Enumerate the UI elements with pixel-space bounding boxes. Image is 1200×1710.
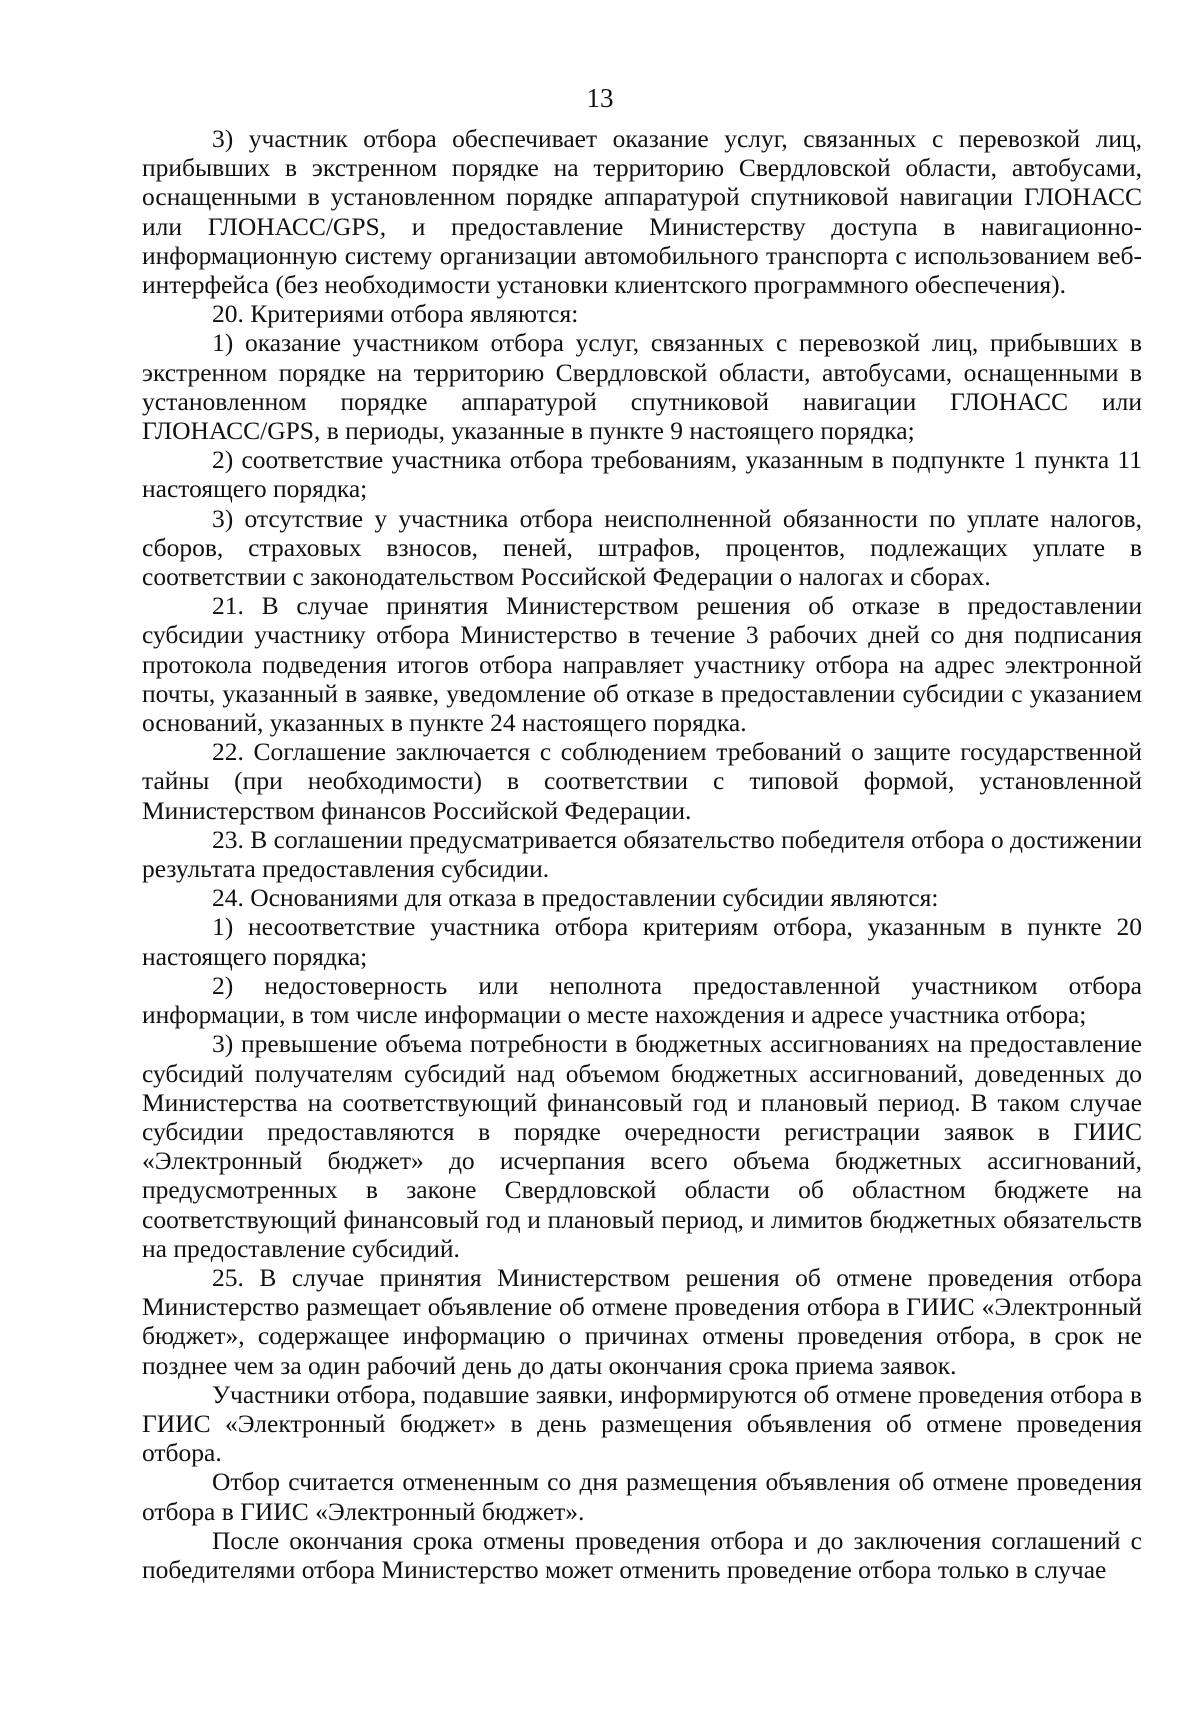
- paragraph-24-2-false-information: 2) недостоверность или неполнота предоставленной участником отбора информации, в том числе информации о месте нахождения и адресе участника отбора;: [142, 970, 1142, 1030]
- paragraph-25-cancellation: 25. В случае принятия Министерством решения об отмене проведения отбора Министерство размещает объявление об отмене проведения отбора в ГИИС «Электронный бюджет», содержащее информацию о причинах отмены проведения отбора, в срок не позднее чем за один рабочий день до даты окончания срока приема заявок.: [142, 1262, 1142, 1380]
- document-body: [142, 124, 1142, 1584]
- paragraph-20-2-compliance: 2) соответствие участника отбора требованиям, указанным в подпункте 1 пункта 11 настоящего порядка;: [142, 445, 1142, 504]
- paragraph-20-criteria-heading: 20. Критериями отбора являются:: [212, 299, 579, 329]
- paragraph-24-1-criteria-mismatch: 1) несоответствие участника отбора критериям отбора, указанным в пункте 20 настоящего порядка;: [142, 912, 1142, 971]
- paragraph-participants-informed: Участники отбора, подавшие заявки, информируются об отмене проведения отбора в ГИИС «Электронный бюджет» в день размещения объявления об отмене проведения отбора.: [142, 1379, 1142, 1468]
- paragraph-24-3-budget-excess: 3) превышение объема потребности в бюджетных ассигнованиях на предоставление субсидий получателям субсидий над объемом бюджетных ассигнований, доведенных до Министерства на соответствующий финансовый год и плановый период. В таком случае субсидии предоставляются в порядке очередности регистрации заявок в ГИИС «Электронный бюджет» до исчерпания всего объема бюджетных ассигнований, предусмотренных в законе Свердловской области об областном бюджете на соответствующий финансовый год и плановый период, и лимитов бюджетных обязательств на предоставление субсидий.: [142, 1029, 1142, 1263]
- paragraph-3-navigation-requirement: 3) участник отбора обеспечивает оказание услуг, связанных с перевозкой лиц, прибывших в экстренном порядке на территорию Свердловской области, автобусами, оснащенными в установленном порядке аппаратурой спутниковой навигации ГЛОНАСС или ГЛОНАСС/GPS, и предоставление Министерству доступа в навигационно-информационную систему организации автомобильного транспорта с использованием веб-интерфейса (без необходимости установки клиентского программного обеспечения).: [142, 124, 1142, 300]
- paragraph-23-obligation: 23. В соглашении предусматривается обязательство победителя отбора о достижении результата предоставления субсидии.: [142, 824, 1142, 884]
- paragraph-20-1-services: 1) оказание участником отбора услуг, связанных с перевозкой лиц, прибывших в экстренном порядке на территорию Свердловской области, автобусами, оснащенными в установленном порядке аппаратурой спутниковой навигации ГЛОНАСС или ГЛОНАСС/GPS, в периоды, указанные в пункте 9 настоящего порядка;: [142, 328, 1142, 446]
- paragraph-24-refusal-grounds: 24. Основаниями для отказа в предоставлении субсидии являются:: [212, 883, 939, 913]
- paragraph-22-agreement: 22. Соглашение заключается с соблюдением требований о защите государственной тайны (при необходимости) в соответствии с типовой формой, установленной Министерством финансов Российской Федерации.: [142, 737, 1142, 825]
- paragraph-20-3-no-tax-debt: 3) отсутствие у участника отбора неисполненной обязанности по уплате налогов, сборов, страховых взносов, пеней, штрафов, процентов, подлежащих уплате в соответствии с законодательством Российской Федерации о налогах и сборах.: [142, 503, 1142, 592]
- paragraph-selection-cancelled: Отбор считается отмененным со дня размещения объявления об отмене проведения отбора в ГИИС «Электронный бюджет».: [142, 1467, 1142, 1526]
- paragraph-21-refusal-notice: 21. В случае принятия Министерством решения об отказе в предоставлении субсидии участнику отбора Министерство в течение 3 рабочих дней со дня подписания протокола подведения итогов отбора направляет участнику отбора на адрес электронной почты, указанный в заявке, уведомление об отказе в предоставлении субсидии с указанием оснований, указанных в пункте 24 настоящего порядка.: [142, 591, 1142, 738]
- paragraph-after-cancellation-period: После окончания срока отмены проведения отбора и до заключения соглашений с победителями отбора Министерство может отменить проведение отбора только в случае: [142, 1525, 1142, 1584]
- page-number: 13: [586, 83, 614, 113]
